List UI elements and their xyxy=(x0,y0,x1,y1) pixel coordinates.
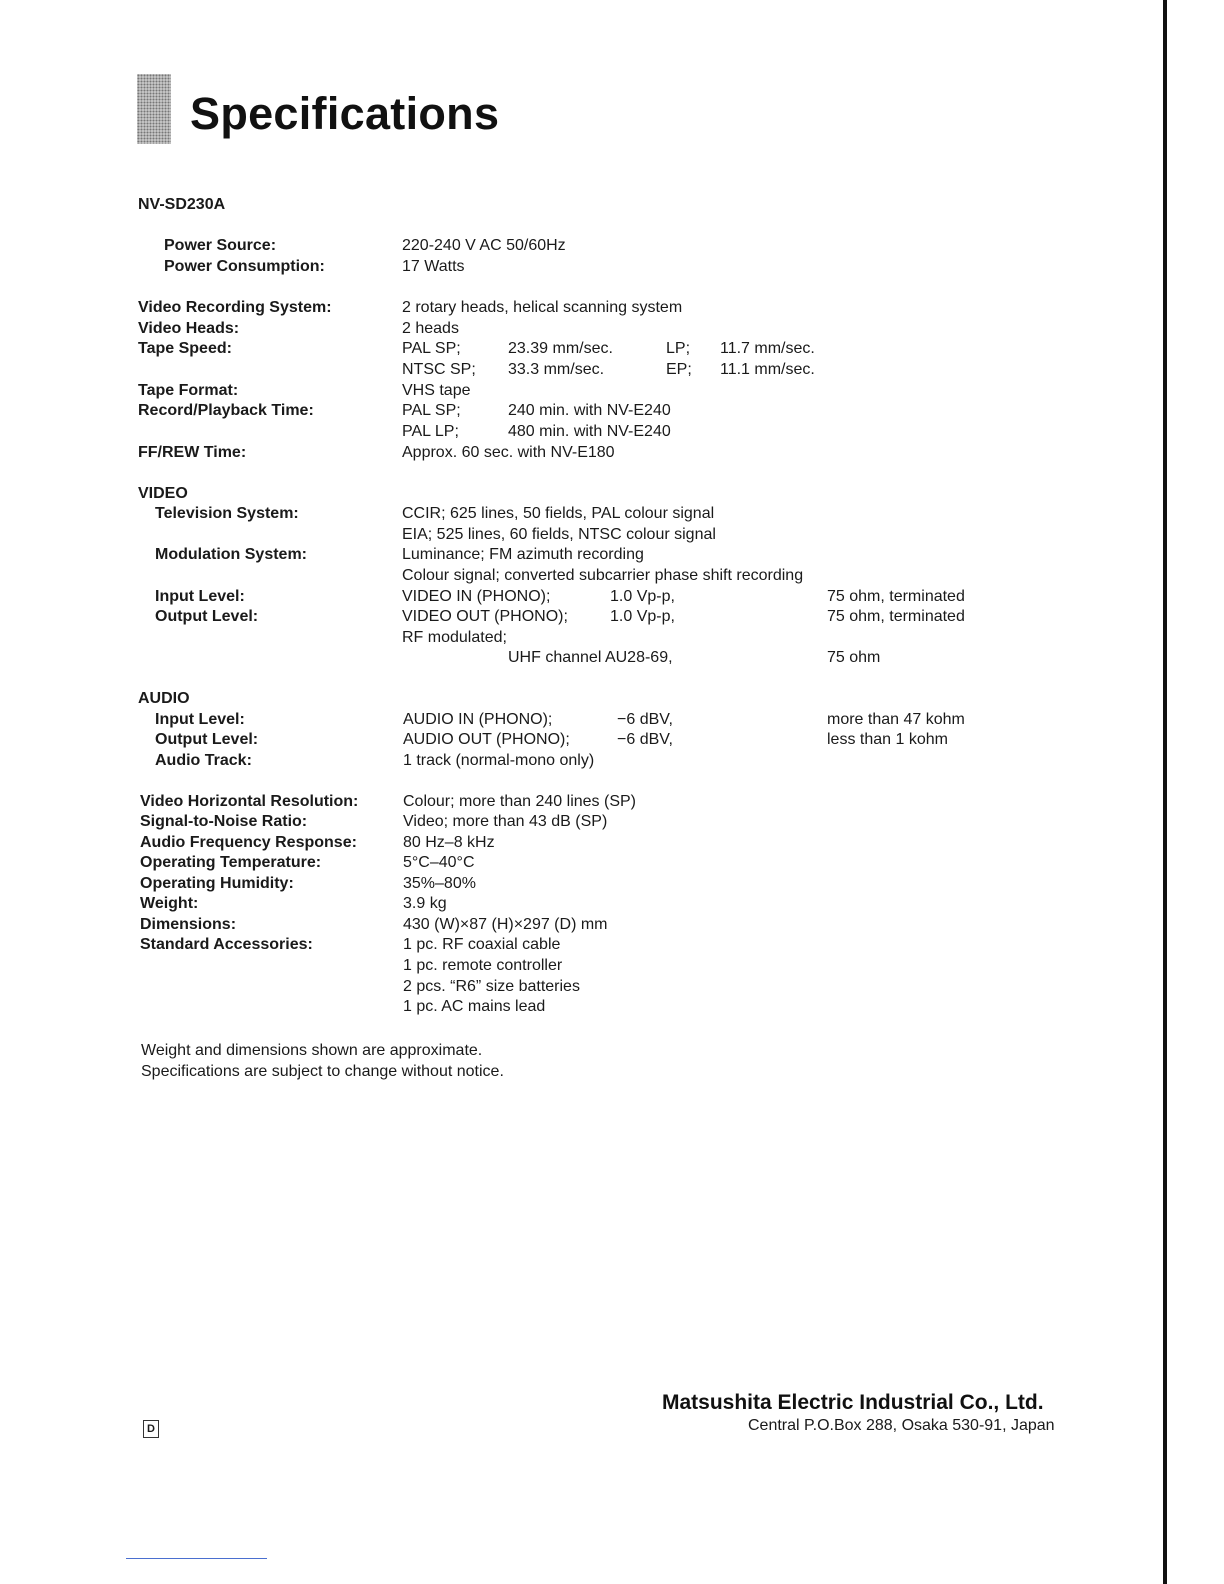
spec-label: Video Horizontal Resolution: xyxy=(140,793,359,810)
section-heading: AUDIO xyxy=(138,690,190,707)
port-name: VIDEO OUT (PHONO); xyxy=(402,608,568,625)
spec-row-record-time xyxy=(0,401,1150,421)
spec-row-television-system-2 xyxy=(0,525,1150,545)
spec-label: Power Consumption: xyxy=(164,258,325,275)
time-mode: PAL SP; xyxy=(402,402,461,419)
spec-label: FF/REW Time: xyxy=(138,444,247,461)
footnote: Weight and dimensions shown are approximate. xyxy=(141,1042,483,1059)
spec-row-recording-system xyxy=(0,298,1150,318)
spec-label: Weight: xyxy=(140,895,199,912)
spec-row-general xyxy=(0,792,1150,812)
impedance: 75 ohm, terminated xyxy=(827,588,965,605)
spec-label: Input Level: xyxy=(155,711,245,728)
spec-row-television-system xyxy=(0,504,1150,524)
footnote: Specifications are subject to change without notice. xyxy=(141,1063,504,1080)
spec-row-video-output xyxy=(0,607,1150,627)
spec-label: Audio Frequency Response: xyxy=(140,834,357,851)
spec-row-accessory xyxy=(0,956,1150,976)
spec-label: Operating Temperature: xyxy=(140,854,322,871)
signal-level: 1.0 Vp-p, xyxy=(610,588,675,605)
spec-row-video-heads xyxy=(0,319,1150,339)
spec-value: 1 pc. RF coaxial cable xyxy=(403,936,561,953)
spec-label: Video Recording System: xyxy=(138,299,332,316)
spec-value: 2 heads xyxy=(402,320,459,337)
section-heading: VIDEO xyxy=(138,485,188,502)
spec-label: Power Source: xyxy=(164,237,277,254)
spec-row-rf-modulated xyxy=(0,628,1150,648)
section-marker-icon xyxy=(137,74,171,144)
spec-row-power-source xyxy=(0,236,1150,256)
spec-row-general xyxy=(0,894,1150,914)
spec-row-accessory xyxy=(0,977,1150,997)
spec-value: RF modulated; xyxy=(402,629,507,646)
spec-row-general xyxy=(0,935,1150,955)
spec-label: Output Level: xyxy=(155,608,259,625)
spec-row-general xyxy=(0,833,1150,853)
spec-value: 80 Hz–8 kHz xyxy=(403,834,495,851)
spec-label: Dimensions: xyxy=(140,916,237,933)
spec-row-tape-speed xyxy=(0,339,1150,359)
spec-label: Video Heads: xyxy=(138,320,240,337)
spec-value: Luminance; FM azimuth recording xyxy=(402,546,644,563)
spec-label: Tape Format: xyxy=(138,382,239,399)
time-value: 240 min. with NV-E240 xyxy=(508,402,671,419)
region-mark: D xyxy=(143,1420,159,1438)
spec-value: UHF channel AU28-69, xyxy=(508,649,673,666)
spec-label: Tape Speed: xyxy=(138,340,232,357)
spec-value: 2 pcs. “R6” size batteries xyxy=(403,978,580,995)
spec-value: 1 pc. AC mains lead xyxy=(403,998,546,1015)
spec-row-video-input xyxy=(0,587,1150,607)
impedance: more than 47 kohm xyxy=(827,711,965,728)
speed-value: 33.3 mm/sec. xyxy=(508,361,605,378)
spec-row-general xyxy=(0,812,1150,832)
section-heading-video xyxy=(0,484,1150,504)
spec-row-uhf-channel xyxy=(0,648,1150,668)
signal-level: −6 dBV, xyxy=(617,711,673,728)
signal-level: −6 dBV, xyxy=(617,731,673,748)
spec-label: Signal-to-Noise Ratio: xyxy=(140,813,308,830)
speed-alt-value: 11.1 mm/sec. xyxy=(720,361,815,378)
spec-row-modulation-system xyxy=(0,545,1150,565)
spec-label: Television System: xyxy=(155,505,299,522)
speed-alt-value: 11.7 mm/sec. xyxy=(720,340,815,357)
speed-value: 23.39 mm/sec. xyxy=(508,340,613,357)
speed-mode: PAL SP; xyxy=(402,340,461,357)
spec-row-record-time-2 xyxy=(0,422,1150,442)
spec-label: Operating Humidity: xyxy=(140,875,294,892)
spec-value: 1 pc. remote controller xyxy=(403,957,563,974)
time-mode: PAL LP; xyxy=(402,423,459,440)
spec-row-power-consumption xyxy=(0,257,1150,277)
spec-row-general xyxy=(0,874,1150,894)
spec-value: 1 track (normal-mono only) xyxy=(403,752,595,769)
spec-label: Output Level: xyxy=(155,731,259,748)
page-title: Specifications xyxy=(190,88,500,139)
spec-value: 17 Watts xyxy=(402,258,465,275)
spec-value: 220-240 V AC 50/60Hz xyxy=(402,237,566,254)
speed-alt-mode: EP; xyxy=(666,361,692,378)
spec-value: 3.9 kg xyxy=(403,895,447,912)
spec-value: CCIR; 625 lines, 50 fields, PAL colour signal xyxy=(402,505,715,522)
spec-label: Input Level: xyxy=(155,588,245,605)
spec-row-audio-track xyxy=(0,751,1150,771)
speed-alt-mode: LP; xyxy=(666,340,691,357)
spec-value: Approx. 60 sec. with NV-E180 xyxy=(402,444,615,461)
spec-label: Standard Accessories: xyxy=(140,936,313,953)
impedance: 75 ohm xyxy=(827,649,881,666)
spec-row-general xyxy=(0,915,1150,935)
company-name: Matsushita Electric Industrial Co., Ltd. xyxy=(662,1391,1044,1414)
spec-value: EIA; 525 lines, 60 fields, NTSC colour signal xyxy=(402,526,716,543)
time-value: 480 min. with NV-E240 xyxy=(508,423,671,440)
spec-value: 35%–80% xyxy=(403,875,476,892)
port-name: AUDIO OUT (PHONO); xyxy=(403,731,570,748)
impedance: less than 1 kohm xyxy=(827,731,948,748)
section-heading-audio xyxy=(0,689,1150,709)
spec-row-modulation-system-2 xyxy=(0,566,1150,586)
spec-value: 5°C–40°C xyxy=(403,854,475,871)
spec-row-ffrew-time xyxy=(0,443,1150,463)
port-name: AUDIO IN (PHONO); xyxy=(403,711,553,728)
impedance: 75 ohm, terminated xyxy=(827,608,965,625)
bottom-underline xyxy=(126,1558,267,1559)
spec-value: VHS tape xyxy=(402,382,471,399)
spec-value: 2 rotary heads, helical scanning system xyxy=(402,299,683,316)
spec-label: Record/Playback Time: xyxy=(138,402,314,419)
page-edge-line xyxy=(1163,0,1167,1584)
spec-row-audio-output xyxy=(0,730,1150,750)
spec-label: Audio Track: xyxy=(155,752,252,769)
spec-row-tape-speed-2 xyxy=(0,360,1150,380)
model-number: NV-SD230A xyxy=(138,196,226,213)
footnotes xyxy=(141,1040,504,1082)
port-name: VIDEO IN (PHONO); xyxy=(402,588,551,605)
spec-label: Modulation System: xyxy=(155,546,308,563)
spec-value: Colour; more than 240 lines (SP) xyxy=(403,793,636,810)
signal-level: 1.0 Vp-p, xyxy=(610,608,675,625)
spec-row-general xyxy=(0,853,1150,873)
spec-row-audio-input xyxy=(0,710,1150,730)
speed-mode: NTSC SP; xyxy=(402,361,476,378)
spec-row-accessory xyxy=(0,997,1150,1017)
spec-value: Colour signal; converted subcarrier phase shift recording xyxy=(402,567,804,584)
spec-value: Video; more than 43 dB (SP) xyxy=(403,813,608,830)
spec-value: 430 (W)×87 (H)×297 (D) mm xyxy=(403,916,608,933)
spec-row-tape-format xyxy=(0,381,1150,401)
company-address: Central P.O.Box 288, Osaka 530-91, Japan xyxy=(748,1417,1055,1434)
